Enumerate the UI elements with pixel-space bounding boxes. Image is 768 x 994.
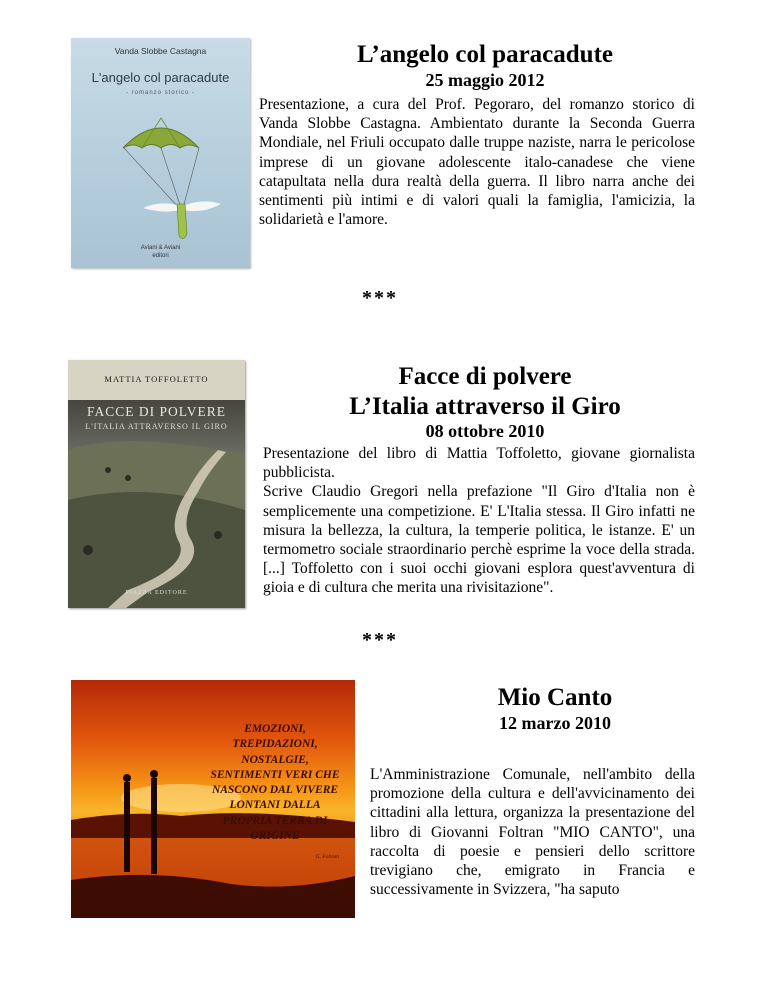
cover-publisher: [71, 244, 250, 260]
cover-publisher-line1: Aviani & Aviani: [140, 245, 181, 251]
cover-signature: G. Foltran: [315, 854, 339, 860]
cover-subtitle: L'ITALIA ATTRAVERSO IL GIRO: [85, 422, 228, 431]
entry-paragraph: Presentazione del libro di Mattia Toffoletto, giovane giornalista pubblicista.: [263, 445, 695, 482]
entry-description: [263, 444, 695, 598]
separator: ***: [362, 287, 398, 309]
cover-quote: EMOZIONI, TREPIDAZIONI, NOSTALGIE, SENTIMENTI VERI CHE NASCONO DAL VIVERE LONTANI DALLA PROPRIA TERRA DI ORIGINE: [210, 723, 340, 843]
entry-description: [259, 95, 695, 229]
book-cover-facce-di-polvere: [68, 360, 245, 608]
entry-title: Mio Canto: [497, 684, 613, 711]
book-cover-mio-canto: [71, 680, 355, 918]
entry-date: 25 maggio 2012: [425, 70, 545, 90]
road-landscape-illustration: [68, 360, 245, 608]
entry-date: 12 marzo 2010: [499, 713, 611, 733]
cover-author: Vanda Slobbe Castagna: [114, 46, 207, 56]
cover-publisher-line2: editori: [152, 253, 169, 259]
cover-publisher: PIAZZA EDITORE: [125, 590, 188, 596]
separator: ***: [362, 629, 398, 651]
entry-description: [370, 765, 695, 899]
entry-date: 08 ottobre 2010: [425, 421, 545, 441]
cover-title: FACCE DI POLVERE: [86, 404, 227, 419]
parachute-angel-illustration: [71, 38, 250, 268]
cover-author: MATTIA TOFFOLETTO: [104, 374, 209, 384]
entry-title-line1: Facce di polvere: [398, 363, 572, 390]
book-cover-angelo: [71, 38, 250, 268]
cover-subtitle: - romanzo storico -: [125, 90, 195, 96]
entry-title-line2: L’Italia attraverso il Giro: [349, 393, 621, 420]
entry-paragraph: L'Amministrazione Comunale, nell'ambito della promozione della cultura e dell'avvicinamento dei cittadini alla lettura, organizza la presentazione del libro di Giovanni Foltran "MIO CANTO", una raccolta di poesie e pensieri dello scrittore trevigiano che, emigrato in Francia e successivamente in Svizzera, "ha saputo: [370, 766, 695, 899]
entry-title: L’angelo col paracadute: [356, 41, 614, 68]
entry-paragraph: Scrive Claudio Gregori nella prefazione "Il Giro d'Italia non è semplicemente una competizione. E' L'Italia stessa. Il Giro infatti ne misura la bellezza, la cultura, la temperie politica, le istanze. E' un termometro sociale straordinario perchè esprime la voce della strada. [...] Toffoletto con i suoi occhi giovani esplora quest'avventura di gioia e di cultura che merita una rivisitazione".: [263, 483, 695, 597]
cover-title: L'angelo col paracadute: [91, 70, 230, 85]
entry-paragraph: Presentazione, a cura del Prof. Pegoraro, del romanzo storico di Vanda Slobbe Castagna. Ambientato durante la Seconda Guerra Mondiale, nel Friuli occupato dalle truppe naziste, narra le pericolose imprese di un giovane adolescente italo-canadese che viene catapultata nella dura realtà della guerra. Il libro narra anche dei sentimenti più intimi e di valori quali la famiglia, l'amicizia, la solidarietà e l'amore.: [259, 96, 695, 229]
